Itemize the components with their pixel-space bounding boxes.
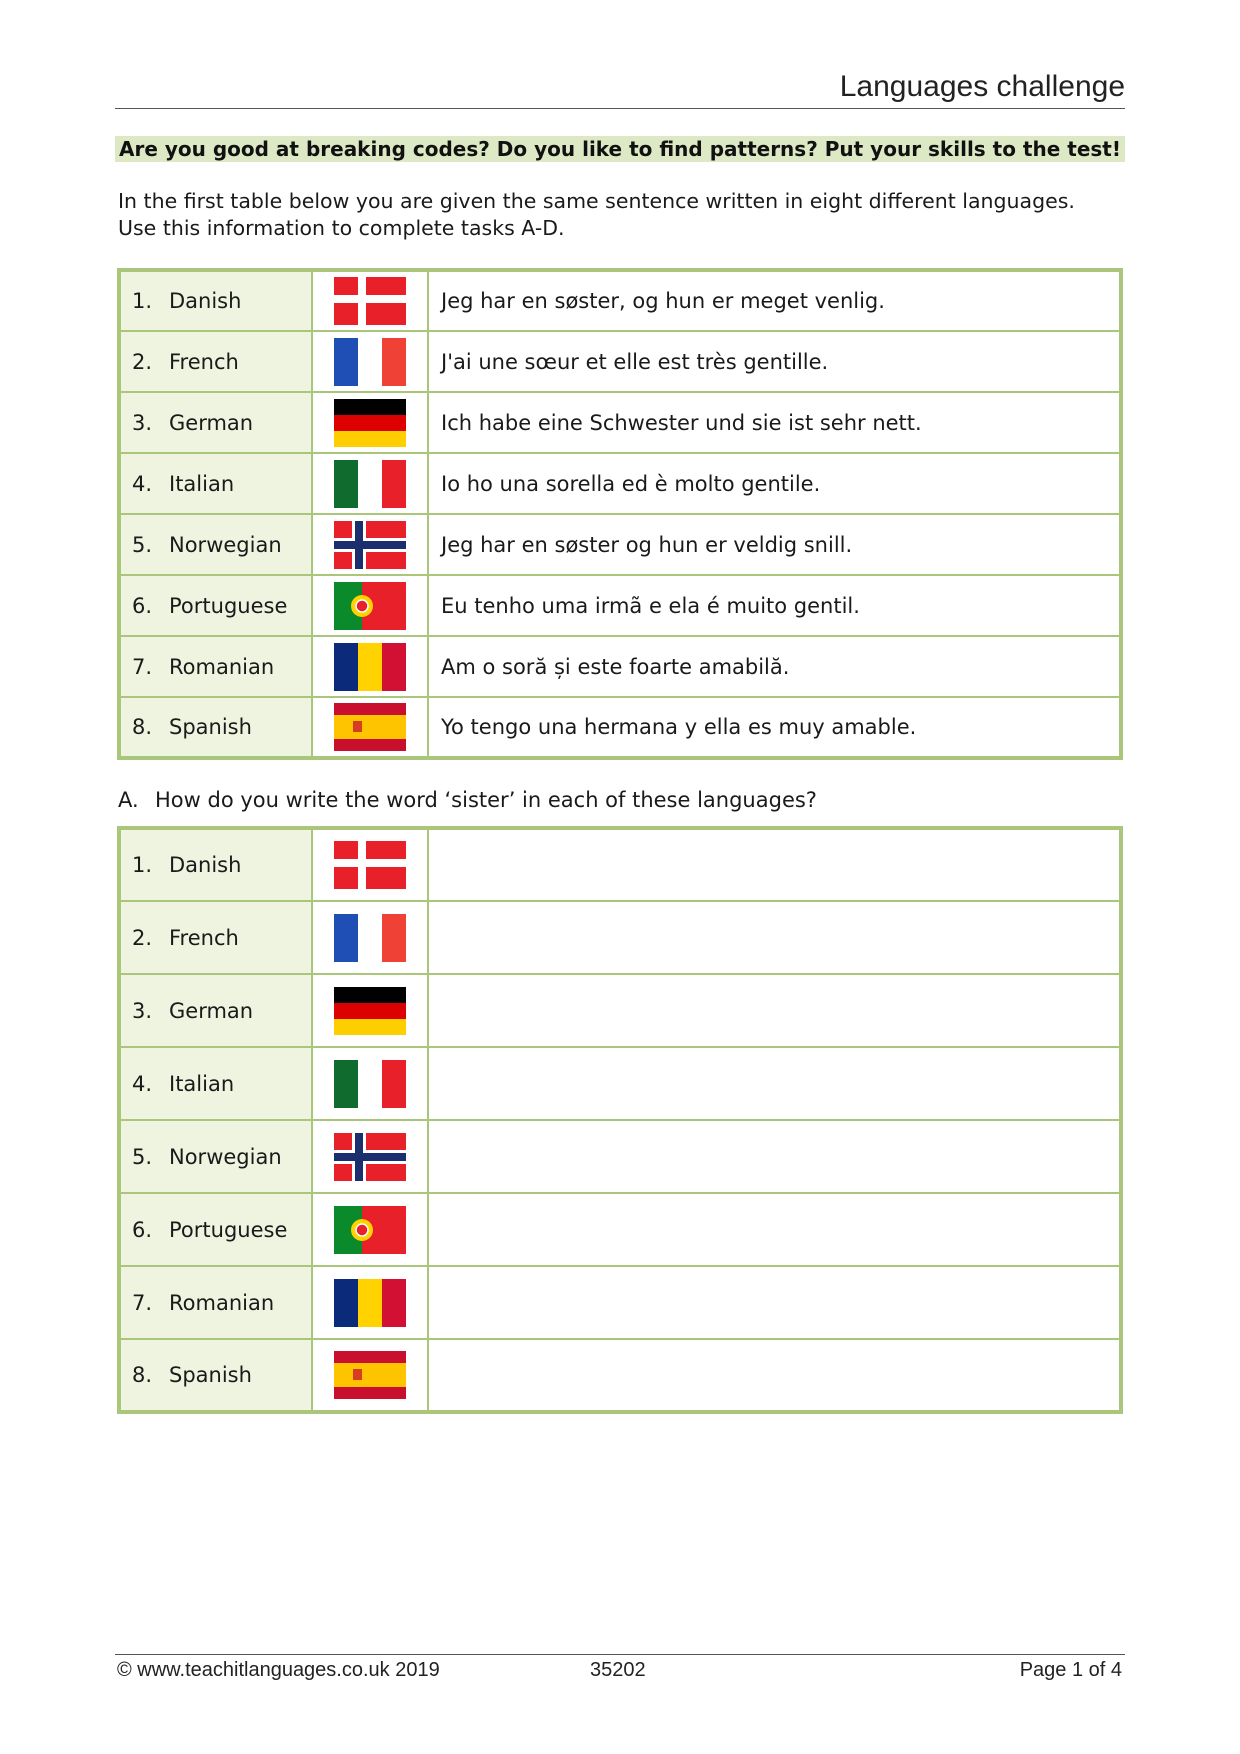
flag-cell xyxy=(312,270,428,331)
sentence-row xyxy=(119,697,1121,758)
language-label xyxy=(119,575,312,636)
language-number: 8. xyxy=(132,715,153,739)
language-number: 2. xyxy=(132,925,153,950)
language-name: Spanish xyxy=(169,715,252,739)
flag-cell xyxy=(312,331,428,392)
language-name: Danish xyxy=(169,289,242,313)
sentence-text: Am o soră și este foarte amabilă. xyxy=(428,636,1121,697)
italian-flag-icon xyxy=(334,460,406,508)
flag-cell xyxy=(312,575,428,636)
language-label xyxy=(119,270,312,331)
answer-row xyxy=(119,1339,1121,1412)
portuguese-flag-icon xyxy=(334,1206,406,1254)
sentence-row xyxy=(119,636,1121,697)
sentence-row xyxy=(119,514,1121,575)
language-label xyxy=(119,1120,312,1193)
sentence-row xyxy=(119,453,1121,514)
sentence-text: Yo tengo una hermana y ella es muy amable. xyxy=(428,697,1121,758)
language-number: 7. xyxy=(132,654,153,679)
challenge-banner: Are you good at breaking codes? Do you like to find patterns? Put your skills to the test! xyxy=(115,136,1125,162)
flag-cell xyxy=(312,1120,428,1193)
answer-cell[interactable] xyxy=(428,974,1121,1047)
language-number: 2. xyxy=(132,349,153,374)
language-label xyxy=(119,636,312,697)
language-number: 3. xyxy=(132,998,153,1023)
sister-answer-table xyxy=(117,826,1123,1414)
answer-row xyxy=(119,1047,1121,1120)
flag-cell xyxy=(312,974,428,1047)
romanian-flag-icon xyxy=(334,643,406,691)
portuguese-flag-icon xyxy=(334,582,406,630)
german-flag-icon xyxy=(334,987,406,1035)
language-number: 4. xyxy=(132,1071,153,1096)
language-name: Romanian xyxy=(169,1290,275,1315)
language-number: 5. xyxy=(132,1144,153,1169)
danish-flag-icon xyxy=(334,277,406,325)
flag-cell xyxy=(312,1339,428,1412)
romanian-flag-icon xyxy=(334,1279,406,1327)
flag-cell xyxy=(312,514,428,575)
footer-page-number: Page 1 of 4 xyxy=(1019,1659,1122,1681)
answer-cell[interactable] xyxy=(428,1120,1121,1193)
italian-flag-icon xyxy=(334,1060,406,1108)
answer-row xyxy=(119,1120,1121,1193)
language-label xyxy=(119,331,312,392)
flag-cell xyxy=(312,901,428,974)
language-number: 1. xyxy=(132,289,153,313)
norwegian-flag-icon xyxy=(334,1133,406,1181)
language-label xyxy=(119,1339,312,1412)
language-number: 6. xyxy=(132,1217,153,1242)
language-label xyxy=(119,453,312,514)
question-a-text: How do you write the word ‘sister’ in each of these languages? xyxy=(155,788,817,812)
danish-flag-icon xyxy=(334,841,406,889)
sentence-text: Jeg har en søster, og hun er meget venlig. xyxy=(428,270,1121,331)
flag-cell xyxy=(312,1193,428,1266)
answer-cell[interactable] xyxy=(428,828,1121,901)
language-label xyxy=(119,828,312,901)
answer-cell[interactable] xyxy=(428,1266,1121,1339)
sentence-text: Eu tenho uma irmã e ela é muito gentil. xyxy=(428,575,1121,636)
footer-divider xyxy=(115,1654,1125,1655)
question-a xyxy=(118,788,817,812)
sentence-text: J'ai une sœur et elle est très gentille. xyxy=(428,331,1121,392)
language-name: French xyxy=(169,925,239,950)
answer-row xyxy=(119,974,1121,1047)
language-label xyxy=(119,1193,312,1266)
flag-cell xyxy=(312,1266,428,1339)
language-number: 7. xyxy=(132,1290,153,1315)
language-number: 3. xyxy=(132,410,153,435)
language-name: French xyxy=(169,349,239,374)
language-number: 8. xyxy=(132,1363,153,1387)
french-flag-icon xyxy=(334,338,406,386)
title-divider xyxy=(115,108,1125,109)
answer-cell[interactable] xyxy=(428,1193,1121,1266)
spanish-flag-icon xyxy=(334,703,406,751)
language-label xyxy=(119,1047,312,1120)
language-name: Norwegian xyxy=(169,532,282,557)
sentence-row xyxy=(119,575,1121,636)
language-number: 4. xyxy=(132,471,153,496)
footer-copyright: © www.teachitlanguages.co.uk 2019 xyxy=(117,1659,440,1681)
page-title: Languages challenge xyxy=(839,70,1125,103)
flag-cell xyxy=(312,636,428,697)
sentence-text: Io ho una sorella ed è molto gentile. xyxy=(428,453,1121,514)
language-name: Portuguese xyxy=(169,593,288,618)
flag-cell xyxy=(312,453,428,514)
language-number: 5. xyxy=(132,532,153,557)
intro-line-2: Use this information to complete tasks A-D. xyxy=(118,216,565,240)
language-name: Portuguese xyxy=(169,1217,288,1242)
norwegian-flag-icon xyxy=(334,521,406,569)
language-name: German xyxy=(169,998,254,1023)
flag-cell xyxy=(312,1047,428,1120)
language-number: 6. xyxy=(132,593,153,618)
flag-cell xyxy=(312,392,428,453)
language-name: Italian xyxy=(169,1071,235,1096)
language-label xyxy=(119,974,312,1047)
sentence-row xyxy=(119,270,1121,331)
intro-line-1: In the first table below you are given the same sentence written in eight different languages. xyxy=(118,189,1075,213)
language-label xyxy=(119,514,312,575)
language-name: Romanian xyxy=(169,654,275,679)
answer-cell[interactable] xyxy=(428,901,1121,974)
language-name: Italian xyxy=(169,471,235,496)
language-label xyxy=(119,697,312,758)
language-label xyxy=(119,901,312,974)
sentence-text: Jeg har en søster og hun er veldig snill. xyxy=(428,514,1121,575)
answer-row xyxy=(119,1266,1121,1339)
language-label xyxy=(119,1266,312,1339)
sentence-text: Ich habe eine Schwester und sie ist sehr nett. xyxy=(428,392,1121,453)
language-name: Spanish xyxy=(169,1363,252,1387)
sentence-row xyxy=(119,392,1121,453)
french-flag-icon xyxy=(334,914,406,962)
sentences-table xyxy=(117,268,1123,760)
language-name: Danish xyxy=(169,853,242,877)
language-name: Norwegian xyxy=(169,1144,282,1169)
spanish-flag-icon xyxy=(334,1351,406,1399)
answer-row xyxy=(119,901,1121,974)
flag-cell xyxy=(312,828,428,901)
answer-cell[interactable] xyxy=(428,1047,1121,1120)
footer-code: 35202 xyxy=(590,1659,646,1681)
answer-row xyxy=(119,828,1121,901)
language-number: 1. xyxy=(132,853,153,877)
question-a-letter: A. xyxy=(118,788,139,812)
flag-cell xyxy=(312,697,428,758)
answer-cell[interactable] xyxy=(428,1339,1121,1412)
answer-row xyxy=(119,1193,1121,1266)
language-label xyxy=(119,392,312,453)
intro-text xyxy=(118,188,1118,242)
language-name: German xyxy=(169,410,254,435)
german-flag-icon xyxy=(334,399,406,447)
sentence-row xyxy=(119,331,1121,392)
